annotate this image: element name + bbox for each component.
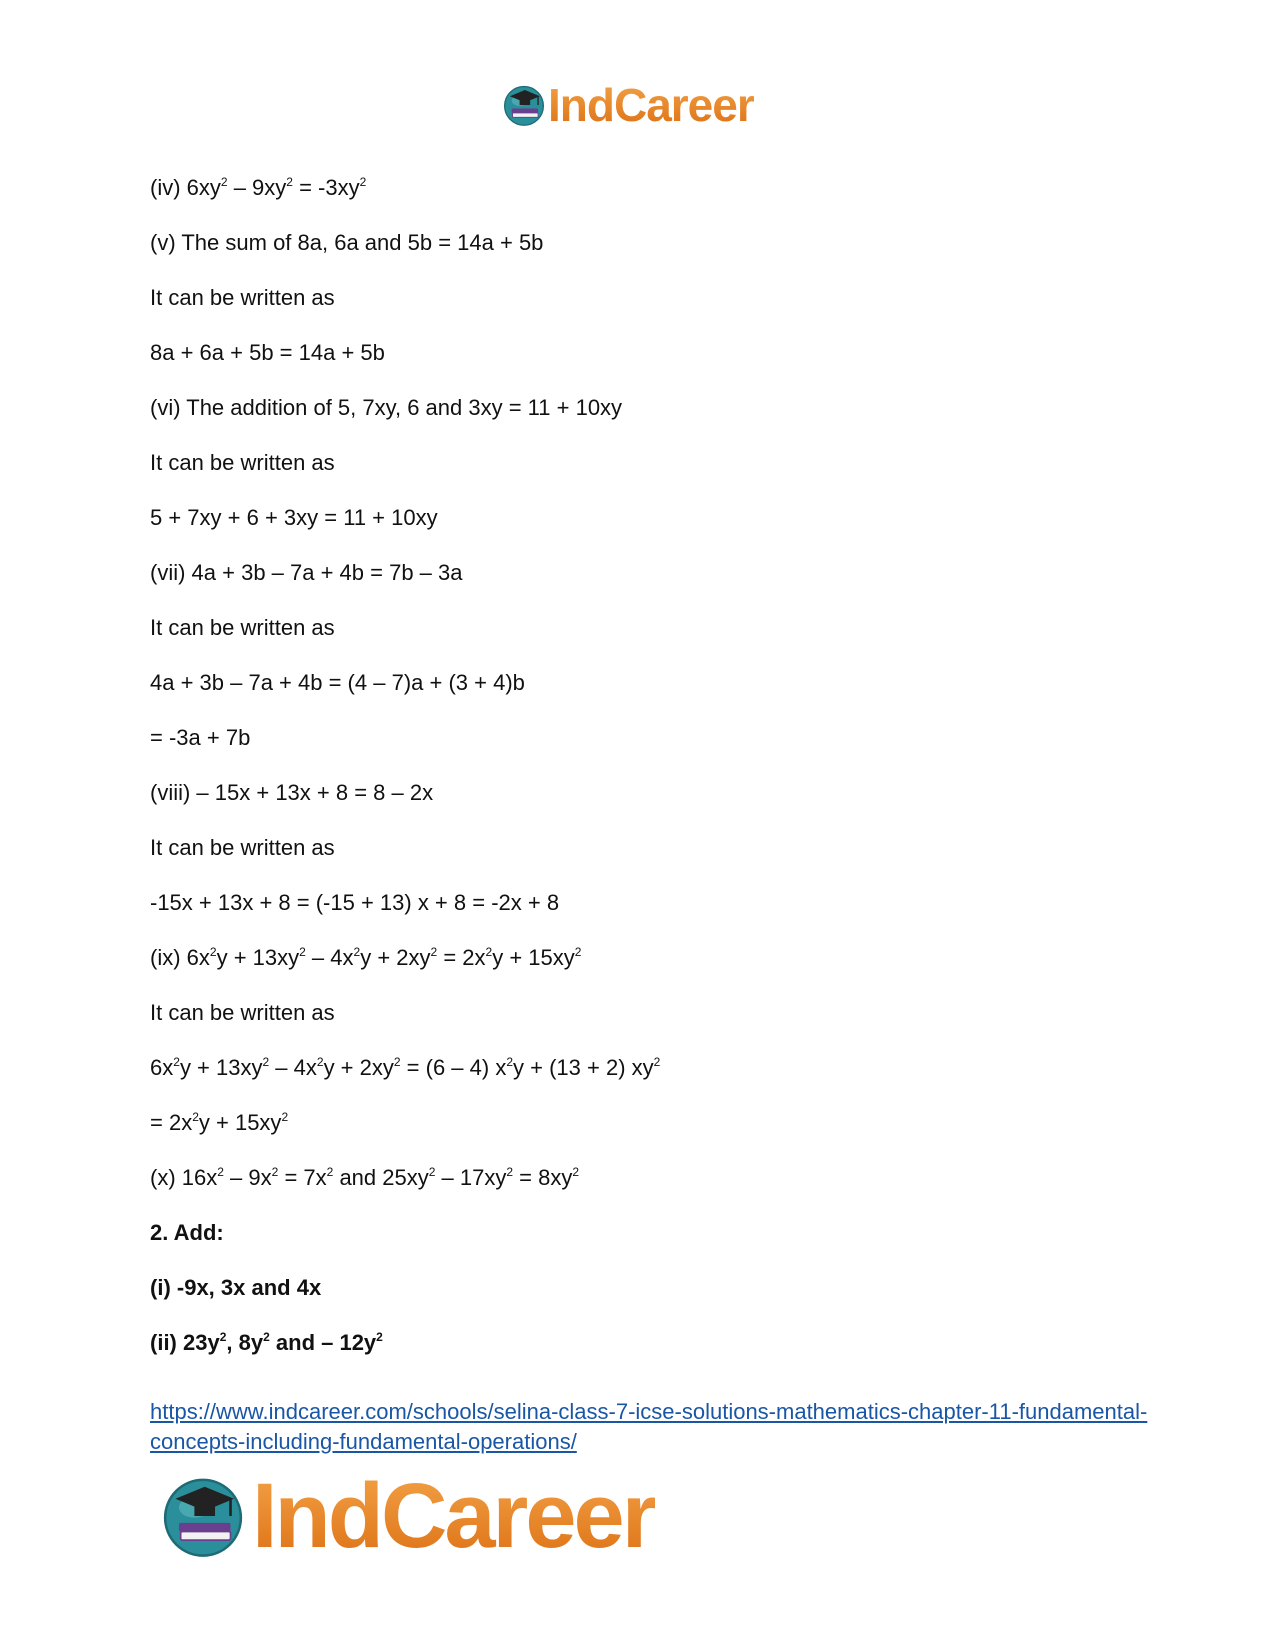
- graduation-globe-book-icon: [160, 1473, 246, 1559]
- graduation-globe-book-icon: [502, 83, 546, 127]
- solution-line: $6x^2y + 13xy^2 - 4x^2y + 2xy^2 = (6 - 4) x^2y + (13 + 2)$ $xy^2$: [150, 1054, 661, 1080]
- solution-line: (v) The sum of 8a, 6a and 5b = 14a + 5b: [150, 230, 544, 255]
- solution-line: 4a + 3b – 7a + 4b = (4 – 7)a + (3 + 4)b: [150, 670, 525, 695]
- solution-line: (x) $16x^2 - 9x^2 = 7x^2$ and $25xy^2 - 17xy^2 = 8xy^2$: [150, 1164, 580, 1190]
- question-line: 2. Add:: [150, 1220, 224, 1245]
- solution-line: It can be written as: [150, 1000, 335, 1025]
- solution-line: 8a + 6a + 5b = 14a + 5b: [150, 340, 385, 365]
- solution-line: It can be written as: [150, 450, 335, 475]
- logo-wordmark: IndCareer: [252, 1464, 655, 1567]
- header-logo: [502, 80, 754, 130]
- question-line: (i) -9x, 3x and 4x: [150, 1275, 322, 1300]
- question-line: (ii) $23y^2$, $8y^2$ and – $12y^2$: [150, 1329, 383, 1355]
- solution-line: (vii) 4a + 3b – 7a + 4b = 7b – 3a: [150, 560, 463, 585]
- solution-line: It can be written as: [150, 615, 335, 640]
- footer-logo: [160, 1464, 655, 1567]
- solution-line: (vi) The addition of 5, 7xy, 6 and 3xy = 11 + 10xy: [150, 395, 623, 420]
- document-body: [150, 175, 1160, 1385]
- solution-line: = -3a + 7b: [150, 725, 251, 750]
- solution-line: (viii) – 15x + 13x + 8 = 8 – 2x: [150, 780, 434, 805]
- logo-wordmark: IndCareer: [548, 79, 754, 131]
- solution-line: (iv) $6xy^2 - 9xy^2 = -3xy^2$: [150, 174, 367, 200]
- solution-line: -15x + 13x + 8 = (-15 + 13) x + 8 = -2x + 8: [150, 890, 560, 915]
- solution-line: 5 + 7xy + 6 + 3xy = 11 + 10xy: [150, 505, 438, 530]
- solution-line: = $2x^2y + 15xy^2$: [150, 1109, 289, 1135]
- source-url-link[interactable]: https://www.indcareer.com/schools/selina-class-7-icse-solutions-mathematics-chapter-11-fundamental-concepts-including-fundamental-operations/: [150, 1399, 1148, 1454]
- solution-line: (ix) $6x^2y + 13xy^2 - 4x^2y + 2xy^2 = 2x^2y + 15xy^2$: [150, 944, 582, 970]
- solution-line: It can be written as: [150, 835, 335, 860]
- solution-line: It can be written as: [150, 285, 335, 310]
